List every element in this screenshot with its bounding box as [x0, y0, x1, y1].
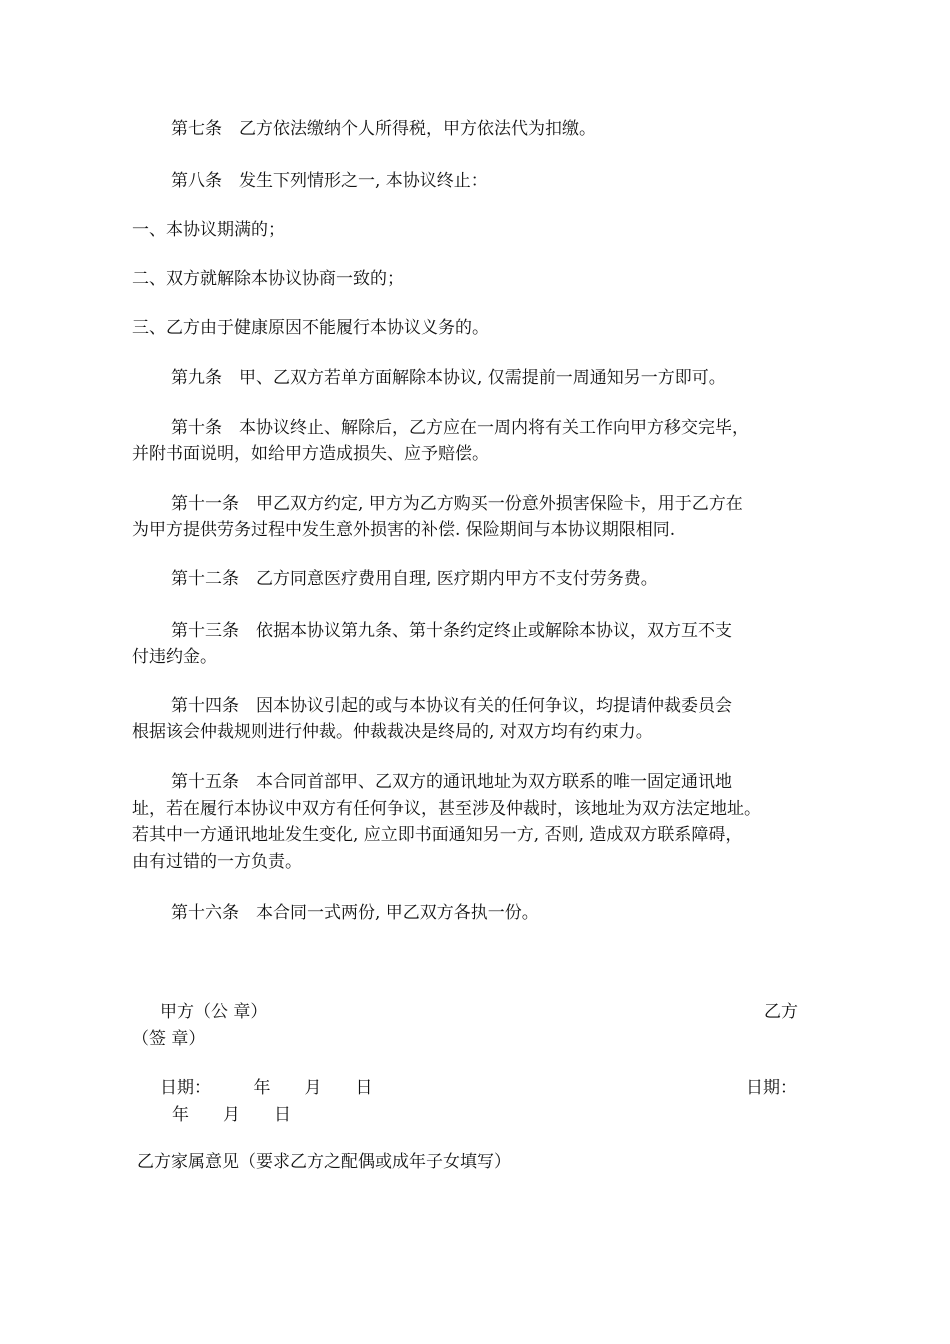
clause-8: 第八条 发生下列情形之一, 本协议终止：: [171, 171, 488, 191]
clause-10-line-2: 并附书面说明，如给甲方造成损失、应予赔偿。: [132, 444, 489, 464]
clause-9: 第九条 甲、乙双方若单方面解除本协议, 仅需提前一周通知另一方即可。: [171, 368, 726, 388]
clause-15-line-4: 由有过错的一方负责。: [132, 852, 302, 872]
party-a-date: 日期： 年 月 日: [160, 1078, 373, 1098]
party-b-date-label: 日期：: [746, 1078, 797, 1098]
clause-11-line-2: 为甲方提供劳务过程中发生意外损害的补偿. 保险期间与本协议期限相同.: [132, 520, 676, 540]
clause-16: 第十六条 本合同一式两份, 甲乙双方各执一份。: [171, 903, 539, 923]
clause-13-line-2: 付违约金。: [132, 647, 217, 667]
clause-12: 第十二条 乙方同意医疗费用自理, 医疗期内甲方不支付劳务费。: [171, 569, 658, 589]
clause-11-line-1: 第十一条 甲乙双方约定, 甲方为乙方购买一份意外损害保险卡，用于乙方在: [171, 494, 743, 514]
party-a-seal-label: 甲方（公 章）: [160, 1002, 268, 1022]
family-opinion-heading: 乙方家属意见（要求乙方之配偶或成年子女填写）: [137, 1152, 511, 1172]
clause-10-line-1: 第十条 本协议终止、解除后，乙方应在一周内将有关工作向甲方移交完毕，: [171, 418, 749, 438]
party-b-seal-label: （签 章）: [132, 1029, 206, 1049]
clause-8-item-1: 一、本协议期满的；: [132, 220, 285, 240]
clause-15-line-1: 第十五条 本合同首部甲、乙双方的通讯地址为双方联系的唯一固定通讯地: [171, 772, 732, 792]
clause-13-line-1: 第十三条 依据本协议第九条、第十条约定终止或解除本协议，双方互不支: [171, 621, 732, 641]
party-b-date-fields: 年 月 日: [172, 1105, 291, 1125]
party-b-label: 乙方: [764, 1002, 798, 1022]
clause-7: 第七条 乙方依法缴纳个人所得税，甲方依法代为扣缴。: [171, 119, 596, 139]
clause-15-line-3: 若其中一方通讯地址发生变化, 应立即书面通知另一方, 否则, 造成双方联系障碍，: [132, 825, 743, 845]
clause-14-line-1: 第十四条 因本协议引起的或与本协议有关的任何争议，均提请仲裁委员会: [171, 696, 732, 716]
clause-15-line-2: 址，若在履行本协议中双方有任何争议，甚至涉及仲裁时，该地址为双方法定地址。: [132, 799, 761, 819]
clause-8-item-3: 三、乙方由于健康原因不能履行本协议义务的。: [132, 318, 489, 338]
clause-14-line-2: 根据该会仲裁规则进行仲裁。仲裁裁决是终局的, 对双方均有约束力。: [132, 722, 653, 742]
clause-8-item-2: 二、双方就解除本协议协商一致的；: [132, 269, 404, 289]
